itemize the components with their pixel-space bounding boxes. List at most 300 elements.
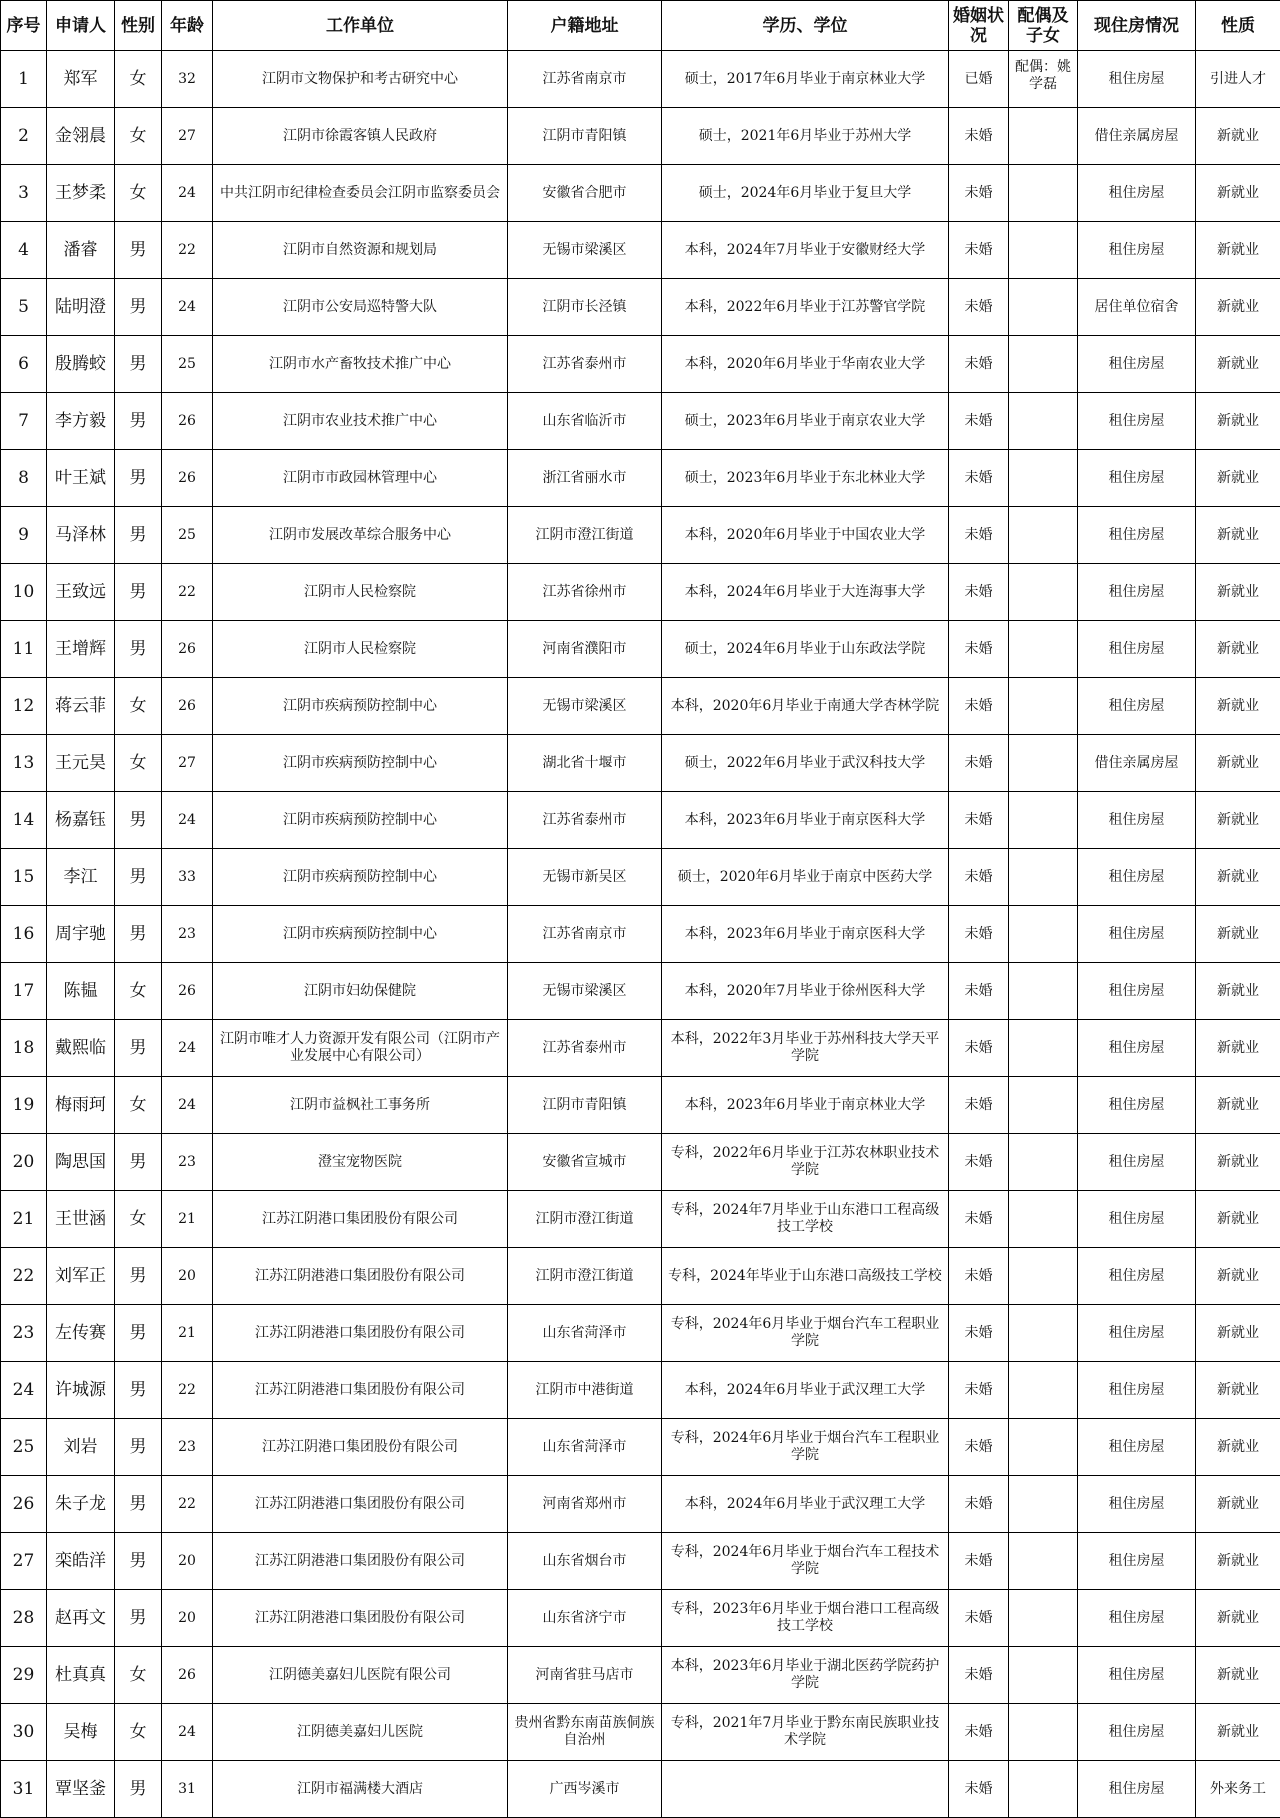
cell-housing: 租住房屋 — [1078, 1590, 1196, 1647]
cell-seq: 27 — [1, 1533, 47, 1590]
cell-marital-status: 未婚 — [949, 1761, 1009, 1818]
cell-seq: 25 — [1, 1419, 47, 1476]
cell-household-address: 江苏省南京市 — [508, 51, 662, 108]
cell-education: 专科，2024年毕业于山东港口高级技工学校 — [662, 1248, 949, 1305]
table-row — [1, 450, 1280, 507]
cell-work-unit: 江阴市疾病预防控制中心 — [213, 735, 508, 792]
cell-education: 硕士，2024年6月毕业于复旦大学 — [662, 165, 949, 222]
cell-education: 专科，2023年6月毕业于烟台港口工程高级技工学校 — [662, 1590, 949, 1647]
cell-spouse-children — [1009, 1020, 1078, 1077]
table-row — [1, 963, 1280, 1020]
cell-work-unit: 江苏江阴港港口集团股份有限公司 — [213, 1248, 508, 1305]
cell-spouse-children — [1009, 1134, 1078, 1191]
cell-housing: 居住单位宿舍 — [1078, 279, 1196, 336]
header-housing: 现住房情况 — [1078, 1, 1196, 51]
cell-household-address: 河南省濮阳市 — [508, 621, 662, 678]
cell-seq: 19 — [1, 1077, 47, 1134]
table-row — [1, 621, 1280, 678]
cell-category: 新就业 — [1196, 222, 1280, 279]
header-applicant: 申请人 — [47, 1, 115, 51]
cell-education: 硕士，2023年6月毕业于东北林业大学 — [662, 450, 949, 507]
cell-household-address: 江阴市澄江街道 — [508, 1248, 662, 1305]
cell-household-address: 湖北省十堰市 — [508, 735, 662, 792]
cell-spouse-children — [1009, 222, 1078, 279]
cell-age: 21 — [162, 1191, 213, 1248]
cell-applicant-name: 刘岩 — [47, 1419, 115, 1476]
cell-applicant-name: 戴熙临 — [47, 1020, 115, 1077]
cell-applicant-name: 覃坚釜 — [47, 1761, 115, 1818]
cell-education: 本科，2022年3月毕业于苏州科技大学天平学院 — [662, 1020, 949, 1077]
cell-gender: 男 — [115, 1761, 162, 1818]
cell-spouse-children — [1009, 336, 1078, 393]
cell-gender: 男 — [115, 507, 162, 564]
cell-spouse-children — [1009, 450, 1078, 507]
cell-marital-status: 未婚 — [949, 450, 1009, 507]
cell-spouse-children — [1009, 108, 1078, 165]
cell-household-address: 江苏省徐州市 — [508, 564, 662, 621]
cell-household-address: 山东省菏泽市 — [508, 1305, 662, 1362]
cell-household-address: 山东省菏泽市 — [508, 1419, 662, 1476]
cell-spouse-children — [1009, 1476, 1078, 1533]
cell-work-unit: 江阴市福满楼大酒店 — [213, 1761, 508, 1818]
cell-gender: 男 — [115, 1305, 162, 1362]
cell-housing: 租住房屋 — [1078, 621, 1196, 678]
cell-applicant-name: 郑军 — [47, 51, 115, 108]
cell-education: 硕士，2023年6月毕业于南京农业大学 — [662, 393, 949, 450]
cell-seq: 21 — [1, 1191, 47, 1248]
cell-category: 新就业 — [1196, 906, 1280, 963]
cell-marital-status: 未婚 — [949, 108, 1009, 165]
cell-gender: 女 — [115, 1704, 162, 1761]
cell-housing: 租住房屋 — [1078, 906, 1196, 963]
cell-age: 24 — [162, 1020, 213, 1077]
table-row — [1, 1248, 1280, 1305]
cell-marital-status: 未婚 — [949, 792, 1009, 849]
cell-age: 20 — [162, 1248, 213, 1305]
cell-gender: 男 — [115, 792, 162, 849]
cell-education: 本科，2020年6月毕业于中国农业大学 — [662, 507, 949, 564]
cell-housing: 借住亲属房屋 — [1078, 735, 1196, 792]
table-row — [1, 1191, 1280, 1248]
cell-category: 新就业 — [1196, 336, 1280, 393]
header-marital-status: 婚姻状况 — [949, 1, 1009, 51]
cell-category: 新就业 — [1196, 165, 1280, 222]
cell-household-address: 山东省烟台市 — [508, 1533, 662, 1590]
cell-gender: 女 — [115, 108, 162, 165]
cell-gender: 男 — [115, 621, 162, 678]
cell-category: 新就业 — [1196, 450, 1280, 507]
cell-marital-status: 未婚 — [949, 1647, 1009, 1704]
cell-applicant-name: 朱子龙 — [47, 1476, 115, 1533]
cell-applicant-name: 王增辉 — [47, 621, 115, 678]
table-row — [1, 222, 1280, 279]
cell-seq: 2 — [1, 108, 47, 165]
cell-household-address: 无锡市梁溪区 — [508, 963, 662, 1020]
cell-gender: 男 — [115, 336, 162, 393]
cell-spouse-children: 配偶：姚学磊 — [1009, 51, 1078, 108]
cell-seq: 14 — [1, 792, 47, 849]
cell-seq: 26 — [1, 1476, 47, 1533]
cell-spouse-children — [1009, 621, 1078, 678]
table-row — [1, 1761, 1280, 1818]
table-row — [1, 1362, 1280, 1419]
cell-spouse-children — [1009, 1077, 1078, 1134]
cell-category: 新就业 — [1196, 849, 1280, 906]
cell-marital-status: 未婚 — [949, 1362, 1009, 1419]
cell-age: 31 — [162, 1761, 213, 1818]
cell-education: 本科，2024年6月毕业于武汉理工大学 — [662, 1362, 949, 1419]
header-row — [1, 1, 1280, 51]
cell-seq: 9 — [1, 507, 47, 564]
cell-applicant-name: 殷腾蛟 — [47, 336, 115, 393]
cell-seq: 15 — [1, 849, 47, 906]
cell-gender: 女 — [115, 678, 162, 735]
cell-work-unit: 江阴市人民检察院 — [213, 621, 508, 678]
cell-category: 新就业 — [1196, 1362, 1280, 1419]
cell-spouse-children — [1009, 1191, 1078, 1248]
cell-category: 新就业 — [1196, 1134, 1280, 1191]
table-row — [1, 1305, 1280, 1362]
cell-marital-status: 未婚 — [949, 507, 1009, 564]
cell-age: 22 — [162, 1476, 213, 1533]
cell-work-unit: 江阴市文物保护和考古研究中心 — [213, 51, 508, 108]
cell-age: 32 — [162, 51, 213, 108]
cell-seq: 10 — [1, 564, 47, 621]
cell-education — [662, 1761, 949, 1818]
cell-age: 25 — [162, 507, 213, 564]
cell-spouse-children — [1009, 963, 1078, 1020]
cell-marital-status: 未婚 — [949, 621, 1009, 678]
cell-gender: 男 — [115, 279, 162, 336]
cell-housing: 租住房屋 — [1078, 792, 1196, 849]
header-work-unit: 工作单位 — [213, 1, 508, 51]
cell-seq: 30 — [1, 1704, 47, 1761]
cell-category: 新就业 — [1196, 564, 1280, 621]
cell-housing: 租住房屋 — [1078, 678, 1196, 735]
cell-age: 33 — [162, 849, 213, 906]
cell-education: 本科，2023年6月毕业于南京医科大学 — [662, 906, 949, 963]
header-gender: 性别 — [115, 1, 162, 51]
cell-applicant-name: 潘睿 — [47, 222, 115, 279]
cell-work-unit: 江阴市农业技术推广中心 — [213, 393, 508, 450]
cell-age: 26 — [162, 450, 213, 507]
cell-work-unit: 江阴市水产畜牧技术推广中心 — [213, 336, 508, 393]
cell-housing: 租住房屋 — [1078, 393, 1196, 450]
cell-work-unit: 江苏江阴港口集团股份有限公司 — [213, 1419, 508, 1476]
cell-seq: 22 — [1, 1248, 47, 1305]
cell-spouse-children — [1009, 849, 1078, 906]
cell-spouse-children — [1009, 393, 1078, 450]
cell-gender: 男 — [115, 1248, 162, 1305]
table-row — [1, 849, 1280, 906]
header-education: 学历、学位 — [662, 1, 949, 51]
cell-education: 本科，2024年6月毕业于武汉理工大学 — [662, 1476, 949, 1533]
cell-work-unit: 江阴市公安局巡特警大队 — [213, 279, 508, 336]
cell-category: 新就业 — [1196, 108, 1280, 165]
cell-gender: 女 — [115, 735, 162, 792]
cell-applicant-name: 杨嘉钰 — [47, 792, 115, 849]
cell-housing: 租住房屋 — [1078, 507, 1196, 564]
cell-gender: 男 — [115, 1362, 162, 1419]
cell-household-address: 安徽省宣城市 — [508, 1134, 662, 1191]
cell-category: 新就业 — [1196, 735, 1280, 792]
cell-category: 新就业 — [1196, 621, 1280, 678]
table-row — [1, 735, 1280, 792]
cell-household-address: 山东省济宁市 — [508, 1590, 662, 1647]
cell-gender: 女 — [115, 1077, 162, 1134]
cell-work-unit: 江苏江阴港口集团股份有限公司 — [213, 1191, 508, 1248]
cell-education: 本科，2020年7月毕业于徐州医科大学 — [662, 963, 949, 1020]
cell-housing: 租住房屋 — [1078, 1077, 1196, 1134]
cell-marital-status: 未婚 — [949, 1419, 1009, 1476]
table-row — [1, 51, 1280, 108]
cell-age: 24 — [162, 1077, 213, 1134]
cell-category: 新就业 — [1196, 393, 1280, 450]
cell-applicant-name: 王梦柔 — [47, 165, 115, 222]
cell-gender: 女 — [115, 1191, 162, 1248]
cell-seq: 24 — [1, 1362, 47, 1419]
table-row — [1, 108, 1280, 165]
cell-housing: 租住房屋 — [1078, 1248, 1196, 1305]
cell-applicant-name: 李江 — [47, 849, 115, 906]
cell-housing: 租住房屋 — [1078, 1704, 1196, 1761]
cell-seq: 12 — [1, 678, 47, 735]
table-row — [1, 507, 1280, 564]
cell-marital-status: 未婚 — [949, 1020, 1009, 1077]
cell-applicant-name: 王元昊 — [47, 735, 115, 792]
cell-housing: 租住房屋 — [1078, 1134, 1196, 1191]
cell-education: 本科，2022年6月毕业于江苏警官学院 — [662, 279, 949, 336]
cell-housing: 租住房屋 — [1078, 1761, 1196, 1818]
cell-education: 专科，2021年7月毕业于黔东南民族职业技术学院 — [662, 1704, 949, 1761]
cell-marital-status: 未婚 — [949, 1248, 1009, 1305]
cell-gender: 男 — [115, 393, 162, 450]
table-row — [1, 564, 1280, 621]
cell-housing: 租住房屋 — [1078, 222, 1196, 279]
cell-applicant-name: 马泽林 — [47, 507, 115, 564]
cell-seq: 5 — [1, 279, 47, 336]
cell-education: 本科，2024年6月毕业于大连海事大学 — [662, 564, 949, 621]
cell-household-address: 江阴市青阳镇 — [508, 1077, 662, 1134]
cell-marital-status: 未婚 — [949, 1134, 1009, 1191]
cell-gender: 男 — [115, 450, 162, 507]
cell-housing: 租住房屋 — [1078, 51, 1196, 108]
cell-work-unit: 江阴市疾病预防控制中心 — [213, 849, 508, 906]
cell-gender: 男 — [115, 222, 162, 279]
cell-applicant-name: 叶王斌 — [47, 450, 115, 507]
cell-household-address: 江苏省泰州市 — [508, 336, 662, 393]
cell-marital-status: 未婚 — [949, 1533, 1009, 1590]
cell-housing: 租住房屋 — [1078, 1191, 1196, 1248]
cell-applicant-name: 刘军正 — [47, 1248, 115, 1305]
cell-work-unit: 江阴市发展改革综合服务中心 — [213, 507, 508, 564]
cell-applicant-name: 梅雨珂 — [47, 1077, 115, 1134]
cell-seq: 8 — [1, 450, 47, 507]
cell-age: 24 — [162, 279, 213, 336]
cell-spouse-children — [1009, 1419, 1078, 1476]
table-row — [1, 336, 1280, 393]
cell-household-address: 河南省驻马店市 — [508, 1647, 662, 1704]
cell-category: 新就业 — [1196, 507, 1280, 564]
cell-housing: 借住亲属房屋 — [1078, 108, 1196, 165]
cell-household-address: 江阴市青阳镇 — [508, 108, 662, 165]
cell-household-address: 无锡市新吴区 — [508, 849, 662, 906]
cell-gender: 男 — [115, 1419, 162, 1476]
cell-age: 25 — [162, 336, 213, 393]
cell-work-unit: 江阴市唯才人力资源开发有限公司（江阴市产业发展中心有限公司） — [213, 1020, 508, 1077]
table-row — [1, 165, 1280, 222]
table-row — [1, 1077, 1280, 1134]
cell-education: 本科，2023年6月毕业于南京林业大学 — [662, 1077, 949, 1134]
cell-spouse-children — [1009, 564, 1078, 621]
table-row — [1, 1419, 1280, 1476]
cell-housing: 租住房屋 — [1078, 1362, 1196, 1419]
cell-seq: 6 — [1, 336, 47, 393]
cell-work-unit: 江阴市人民检察院 — [213, 564, 508, 621]
cell-household-address: 无锡市梁溪区 — [508, 222, 662, 279]
cell-household-address: 江苏省南京市 — [508, 906, 662, 963]
cell-spouse-children — [1009, 279, 1078, 336]
cell-education: 硕士，2020年6月毕业于南京中医药大学 — [662, 849, 949, 906]
cell-seq: 28 — [1, 1590, 47, 1647]
cell-spouse-children — [1009, 1362, 1078, 1419]
cell-applicant-name: 许城源 — [47, 1362, 115, 1419]
cell-work-unit: 澄宝宠物医院 — [213, 1134, 508, 1191]
cell-education: 本科，2020年6月毕业于南通大学杏林学院 — [662, 678, 949, 735]
cell-spouse-children — [1009, 1761, 1078, 1818]
cell-work-unit: 江阴市益枫社工事务所 — [213, 1077, 508, 1134]
cell-work-unit: 江阴市妇幼保健院 — [213, 963, 508, 1020]
cell-applicant-name: 陈韫 — [47, 963, 115, 1020]
cell-age: 22 — [162, 222, 213, 279]
cell-seq: 29 — [1, 1647, 47, 1704]
header-seq: 序号 — [1, 1, 47, 51]
cell-education: 专科，2024年7月毕业于山东港口工程高级技工学校 — [662, 1191, 949, 1248]
cell-work-unit: 江阴市疾病预防控制中心 — [213, 678, 508, 735]
cell-gender: 男 — [115, 1590, 162, 1647]
cell-category: 新就业 — [1196, 1704, 1280, 1761]
cell-seq: 31 — [1, 1761, 47, 1818]
cell-household-address: 山东省临沂市 — [508, 393, 662, 450]
cell-category: 新就业 — [1196, 1590, 1280, 1647]
cell-category: 新就业 — [1196, 1419, 1280, 1476]
cell-spouse-children — [1009, 735, 1078, 792]
cell-applicant-name: 赵再文 — [47, 1590, 115, 1647]
cell-housing: 租住房屋 — [1078, 564, 1196, 621]
cell-marital-status: 未婚 — [949, 222, 1009, 279]
cell-seq: 23 — [1, 1305, 47, 1362]
cell-applicant-name: 陶思国 — [47, 1134, 115, 1191]
cell-category: 新就业 — [1196, 678, 1280, 735]
cell-category: 引进人才 — [1196, 51, 1280, 108]
cell-age: 26 — [162, 963, 213, 1020]
cell-marital-status: 未婚 — [949, 735, 1009, 792]
cell-education: 专科，2022年6月毕业于江苏农林职业技术学院 — [662, 1134, 949, 1191]
cell-applicant-name: 周宇驰 — [47, 906, 115, 963]
cell-age: 27 — [162, 108, 213, 165]
cell-gender: 男 — [115, 1533, 162, 1590]
cell-spouse-children — [1009, 1647, 1078, 1704]
cell-housing: 租住房屋 — [1078, 1020, 1196, 1077]
table-row — [1, 279, 1280, 336]
cell-household-address: 江阴市澄江街道 — [508, 507, 662, 564]
cell-spouse-children — [1009, 678, 1078, 735]
cell-education: 硕士，2021年6月毕业于苏州大学 — [662, 108, 949, 165]
header-age: 年龄 — [162, 1, 213, 51]
cell-age: 23 — [162, 1134, 213, 1191]
cell-applicant-name: 吴梅 — [47, 1704, 115, 1761]
cell-marital-status: 未婚 — [949, 849, 1009, 906]
cell-gender: 女 — [115, 165, 162, 222]
cell-gender: 男 — [115, 564, 162, 621]
cell-household-address: 浙江省丽水市 — [508, 450, 662, 507]
table-row — [1, 1134, 1280, 1191]
cell-gender: 女 — [115, 1647, 162, 1704]
cell-age: 20 — [162, 1590, 213, 1647]
cell-gender: 男 — [115, 1020, 162, 1077]
cell-household-address: 安徽省合肥市 — [508, 165, 662, 222]
cell-age: 22 — [162, 1362, 213, 1419]
cell-age: 22 — [162, 564, 213, 621]
cell-marital-status: 未婚 — [949, 963, 1009, 1020]
cell-category: 新就业 — [1196, 1020, 1280, 1077]
table-row — [1, 1647, 1280, 1704]
cell-marital-status: 未婚 — [949, 393, 1009, 450]
cell-applicant-name: 金翎晨 — [47, 108, 115, 165]
cell-work-unit: 江阴德美嘉妇儿医院 — [213, 1704, 508, 1761]
cell-work-unit: 江苏江阴港港口集团股份有限公司 — [213, 1362, 508, 1419]
cell-spouse-children — [1009, 1704, 1078, 1761]
cell-education: 专科，2024年6月毕业于烟台汽车工程技术学院 — [662, 1533, 949, 1590]
cell-seq: 17 — [1, 963, 47, 1020]
cell-household-address: 江阴市中港街道 — [508, 1362, 662, 1419]
cell-housing: 租住房屋 — [1078, 1305, 1196, 1362]
cell-education: 本科，2023年6月毕业于湖北医药学院药护学院 — [662, 1647, 949, 1704]
cell-spouse-children — [1009, 1533, 1078, 1590]
cell-housing: 租住房屋 — [1078, 1476, 1196, 1533]
cell-spouse-children — [1009, 792, 1078, 849]
cell-education: 本科，2024年7月毕业于安徽财经大学 — [662, 222, 949, 279]
cell-gender: 男 — [115, 1476, 162, 1533]
cell-housing: 租住房屋 — [1078, 336, 1196, 393]
cell-spouse-children — [1009, 1248, 1078, 1305]
cell-age: 27 — [162, 735, 213, 792]
cell-category: 新就业 — [1196, 1533, 1280, 1590]
cell-work-unit: 江阴德美嘉妇儿医院有限公司 — [213, 1647, 508, 1704]
cell-work-unit: 江苏江阴港港口集团股份有限公司 — [213, 1590, 508, 1647]
cell-work-unit: 江阴市疾病预防控制中心 — [213, 906, 508, 963]
cell-work-unit: 江苏江阴港港口集团股份有限公司 — [213, 1533, 508, 1590]
cell-housing: 租住房屋 — [1078, 165, 1196, 222]
cell-marital-status: 未婚 — [949, 1191, 1009, 1248]
cell-education: 专科，2024年6月毕业于烟台汽车工程职业学院 — [662, 1305, 949, 1362]
cell-work-unit: 江苏江阴港港口集团股份有限公司 — [213, 1305, 508, 1362]
table-row — [1, 906, 1280, 963]
cell-category: 新就业 — [1196, 1077, 1280, 1134]
cell-education: 硕士，2017年6月毕业于南京林业大学 — [662, 51, 949, 108]
table-row — [1, 1533, 1280, 1590]
cell-marital-status: 未婚 — [949, 1704, 1009, 1761]
cell-applicant-name: 李方毅 — [47, 393, 115, 450]
cell-work-unit: 江阴市市政园林管理中心 — [213, 450, 508, 507]
cell-marital-status: 未婚 — [949, 1305, 1009, 1362]
cell-category: 新就业 — [1196, 1647, 1280, 1704]
table-row — [1, 1704, 1280, 1761]
cell-household-address: 江阴市澄江街道 — [508, 1191, 662, 1248]
cell-applicant-name: 栾皓洋 — [47, 1533, 115, 1590]
cell-applicant-name: 杜真真 — [47, 1647, 115, 1704]
cell-household-address: 江苏省泰州市 — [508, 1020, 662, 1077]
